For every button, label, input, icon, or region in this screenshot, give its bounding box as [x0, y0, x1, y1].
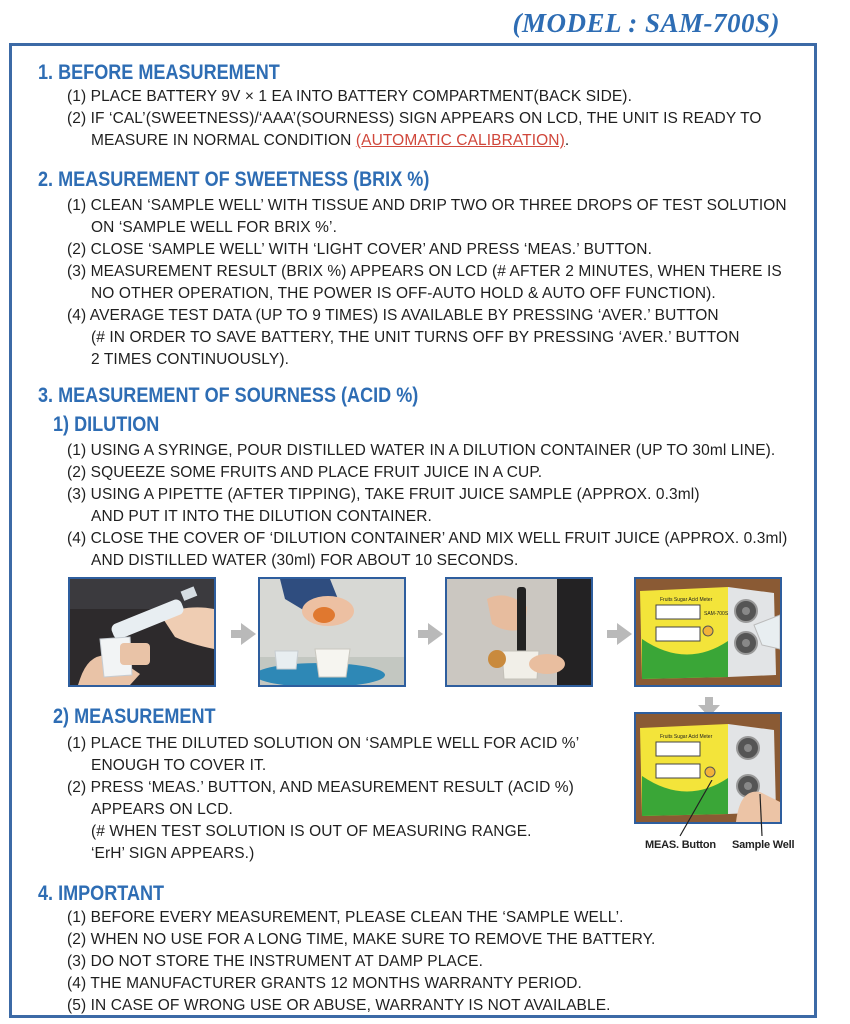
section-sourness-title: 3. MEASUREMENT OF SOURNESS (ACID %)	[38, 384, 419, 407]
sweetness-line: ON ‘SAMPLE WELL FOR BRIX %’.	[91, 219, 337, 236]
syringe-photo	[68, 577, 216, 687]
device-photo-1	[634, 577, 782, 687]
sweetness-line: NO OTHER OPERATION, THE POWER IS OFF-AUTO HOLD & AUTO OFF FUNCTION).	[91, 285, 716, 302]
dilution-title: 1) DILUTION	[53, 413, 160, 436]
before-item-2-text: MEASURE IN NORMAL CONDITION	[91, 132, 356, 149]
caption-pointer-lines	[640, 780, 800, 840]
squeeze-fruit-photo	[258, 577, 406, 687]
sweetness-line: 2 TIMES CONTINUOUSLY).	[91, 351, 289, 368]
dilution-line: (2) SQUEEZE SOME FRUITS AND PLACE FRUIT JUICE IN A CUP.	[67, 464, 543, 481]
measurement-title: 2) MEASUREMENT	[53, 705, 216, 728]
measurement-line: ‘ErH’ SIGN APPEARS.)	[91, 845, 255, 862]
section-before-title: 1. BEFORE MEASUREMENT	[38, 61, 280, 84]
dilution-line: (3) USING A PIPETTE (AFTER TIPPING), TAKE FRUIT JUICE SAMPLE (APPROX. 0.3ml)	[67, 486, 700, 503]
meas-button-caption: MEAS. Button	[645, 839, 716, 851]
arrow-right-icon	[428, 623, 443, 645]
squeeze-fruit-image	[260, 579, 404, 685]
important-line: (2) WHEN NO USE FOR A LONG TIME, MAKE SURE TO REMOVE THE BATTERY.	[67, 931, 656, 948]
model-title: (MODEL : SAM-700S)	[512, 8, 780, 38]
section-important-title: 4. IMPORTANT	[38, 882, 165, 905]
before-item-2-end: .	[564, 132, 570, 149]
pipette-photo	[445, 577, 593, 687]
measurement-line: ENOUGH TO COVER IT.	[91, 757, 267, 774]
before-item-1: (1) PLACE BATTERY 9V × 1 EA INTO BATTERY COMPARTMENT(BACK SIDE).	[67, 88, 632, 105]
dilution-line: AND DISTILLED WATER (30ml) FOR ABOUT 10 SECONDS.	[91, 552, 519, 569]
pipette-image	[447, 579, 591, 685]
measurement-line: (1) PLACE THE DILUTED SOLUTION ON ‘SAMPLE WELL FOR ACID %’	[67, 735, 580, 752]
device-label-text: Fruits Sugar Acid Meter	[660, 734, 713, 740]
sweetness-line: (2) CLOSE ‘SAMPLE WELL’ WITH ‘LIGHT COVER’ AND PRESS ‘MEAS.’ BUTTON.	[67, 241, 653, 258]
important-line: (5) IN CASE OF WRONG USE OR ABUSE, WARRANTY IS NOT AVAILABLE.	[67, 997, 611, 1014]
device-model-text: SAM-700S	[704, 611, 729, 617]
arrow-right-icon	[617, 623, 632, 645]
device-image-1	[636, 579, 780, 685]
section-sweetness-title: 2. MEASUREMENT OF SWEETNESS (BRIX %)	[38, 168, 430, 191]
dilution-line: (4) CLOSE THE COVER OF ‘DILUTION CONTAINER’ AND MIX WELL FRUIT JUICE (APPROX. 0.3ml)	[67, 530, 788, 547]
measurement-line: (2) PRESS ‘MEAS.’ BUTTON, AND MEASUREMENT RESULT (ACID %)	[67, 779, 574, 796]
dilution-line: AND PUT IT INTO THE DILUTION CONTAINER.	[91, 508, 432, 525]
sweetness-line: (3) MEASUREMENT RESULT (BRIX %) APPEARS ON LCD (# AFTER 2 MINUTES, WHEN THERE IS	[67, 263, 782, 280]
important-line: (4) THE MANUFACTURER GRANTS 12 MONTHS WARRANTY PERIOD.	[67, 975, 582, 992]
syringe-image	[70, 579, 214, 685]
measurement-line: APPEARS ON LCD.	[91, 801, 233, 818]
automatic-calibration-link: (AUTOMATIC CALIBRATION)	[355, 132, 565, 149]
important-line: (3) DO NOT STORE THE INSTRUMENT AT DAMP PLACE.	[67, 953, 484, 970]
before-item-2: (2) IF ‘CAL’(SWEETNESS)/‘AAA’(SOURNESS) SIGN APPEARS ON LCD, THE UNIT IS READY TO	[67, 110, 762, 127]
important-line: (1) BEFORE EVERY MEASUREMENT, PLEASE CLEAN THE ‘SAMPLE WELL’.	[67, 909, 624, 926]
before-item-2-cont	[91, 130, 569, 152]
sweetness-line: (1) CLEAN ‘SAMPLE WELL’ WITH TISSUE AND DRIP TWO OR THREE DROPS OF TEST SOLUTION	[67, 197, 787, 214]
sample-well-caption: Sample Well	[732, 839, 795, 851]
dilution-line: (1) USING A SYRINGE, POUR DISTILLED WATER IN A DILUTION CONTAINER (UP TO 30ml LINE).	[67, 442, 776, 459]
measurement-line: (# WHEN TEST SOLUTION IS OUT OF MEASURING RANGE.	[91, 823, 532, 840]
sweetness-line: (4) AVERAGE TEST DATA (UP TO 9 TIMES) IS AVAILABLE BY PRESSING ‘AVER.’ BUTTON	[67, 307, 719, 324]
arrow-right-icon	[241, 623, 256, 645]
sweetness-line: (# IN ORDER TO SAVE BATTERY, THE UNIT TURNS OFF BY PRESSING ‘AVER.’ BUTTON	[91, 329, 740, 346]
device-label-text: Fruits Sugar Acid Meter	[660, 597, 713, 603]
